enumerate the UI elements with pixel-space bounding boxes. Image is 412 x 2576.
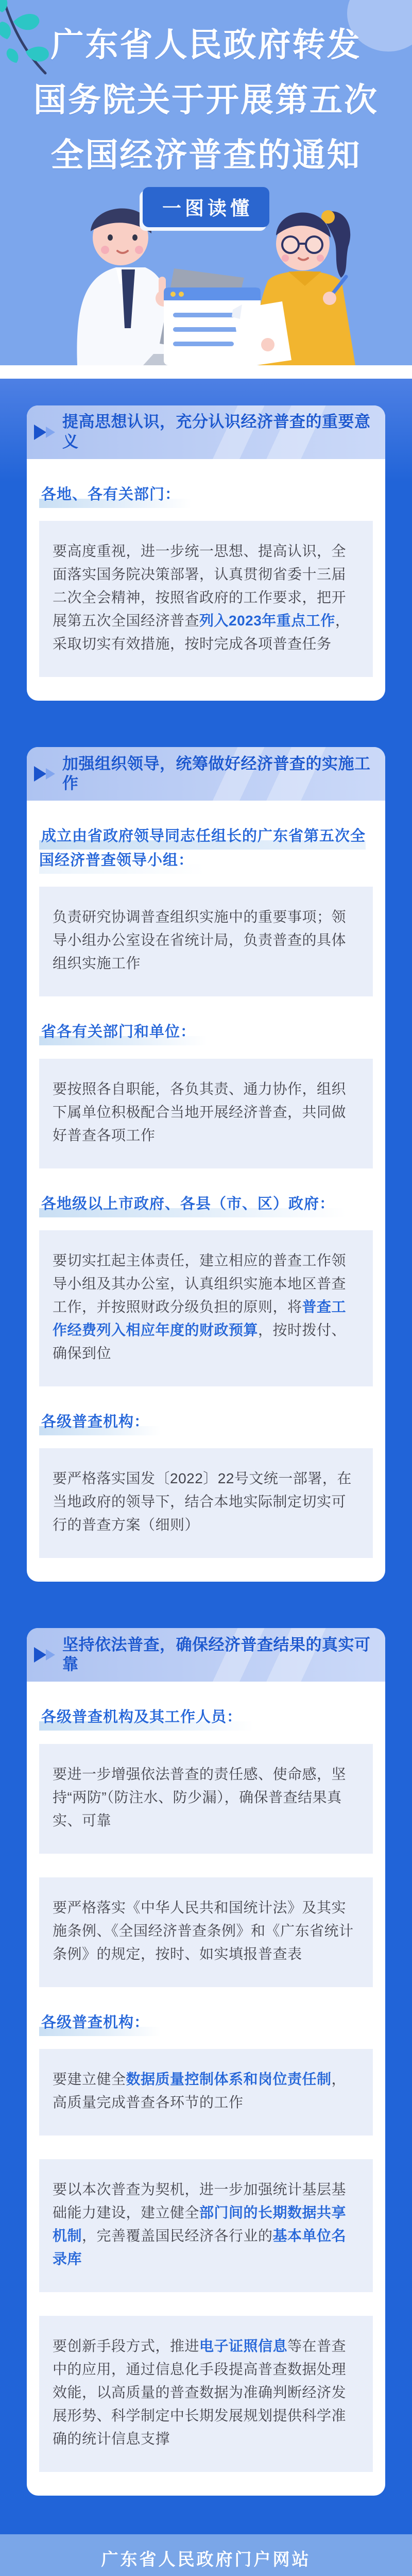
subheading-text: 各地、各有关部门： [39, 486, 192, 508]
detail-box [39, 521, 373, 677]
double-arrow-icon [34, 1647, 56, 1663]
header-banner [0, 0, 412, 365]
audience-group [39, 2011, 373, 2472]
detail-box [39, 1230, 373, 1386]
title-line-2: 国务院关于开展第五次 [33, 81, 379, 118]
section-3-heading-band [27, 1628, 385, 1682]
audience-group [39, 1410, 373, 1558]
box-text [53, 1467, 359, 1536]
audience-group [39, 1705, 373, 1987]
highlight-text-run: 电子证照信息 [199, 2338, 288, 2354]
text-run: 要进一步增强依法普查的责任感、使命感，坚持“两防”（防注水、防少漏），确保普查结果真实、可靠 [53, 1766, 347, 1828]
text-run: 要高度重视，进一步统一思想、提高认识，全面落实国务院决策部署，认真贯彻省委十三届二次全会精神，按照省政府的工作要求，把开展第五次全国经济普查 [53, 543, 347, 629]
section-card-3 [27, 1628, 385, 2496]
section-2-heading-band [27, 747, 385, 801]
subheading-text: 各级普查机构： [39, 2014, 161, 2036]
section-card-1 [27, 405, 385, 701]
footer-site-name: 广东省人民政府门户网站 [101, 2550, 311, 2569]
text-run: ，按时拨付、确保到位 [53, 1321, 347, 1361]
box-text [53, 1249, 359, 1365]
audience-subheading [39, 824, 373, 872]
audience-subheading [39, 1410, 373, 1434]
site-footer [0, 2534, 412, 2576]
text-run: 要建立健全 [53, 2071, 126, 2088]
highlight-text-run: 数据质量控制体系和岗位责任制 [126, 2071, 332, 2088]
audience-group [39, 1192, 373, 1386]
detail-box [39, 2316, 373, 2472]
text-run: ，高质量完成普查各环节的工作 [53, 2071, 347, 2111]
text-run: 要以本次普查为契机，进一步加强统计基层基础能力建设，建立健全 [53, 2181, 347, 2221]
page-title [0, 0, 412, 183]
box-text [53, 2334, 359, 2450]
highlight-text-run: 普查工作经费列入相应年度的财政预算 [53, 1298, 347, 1338]
detail-box [39, 1059, 373, 1168]
box-text [53, 1896, 359, 1965]
subheading-text: 省各有关部门和单位： [39, 1024, 207, 1045]
subheading-text: 各地级以上市政府、各县（市、区）政府： [39, 1196, 346, 1217]
text-run: 要按照各自职能，各负其责、通力协作，组织下属单位积极配合当地开展经济普查，共同做好普查各项工作 [53, 1080, 347, 1143]
audience-subheading [39, 1020, 373, 1044]
audience-subheading [39, 1705, 373, 1729]
audience-group [39, 824, 373, 996]
detail-box [39, 887, 373, 996]
box-text [53, 905, 359, 975]
detail-box [39, 1448, 373, 1558]
detail-box [39, 1744, 373, 1854]
text-run: ，完善覆盖国民经济各行业的 [82, 2228, 273, 2244]
section-2-heading: 加强组织领导，统筹做好经济普查的实施工作 [62, 754, 371, 793]
box-text [53, 539, 359, 655]
table-surface [0, 365, 412, 379]
title-line-1: 广东省人民政府转发 [50, 26, 362, 63]
text-run: 要切实扛起主体责任，建立相应的普查工作领导小组及其办公室，认真组织实施本地区普查工作，并按照财政分级负担的原则，将 [53, 1252, 347, 1315]
subheading-text: 各级普查机构： [39, 1414, 161, 1435]
section-1-heading: 提高思想认识，充分认识经济普查的重要意义 [62, 413, 371, 451]
detail-box [39, 1877, 373, 1987]
title-line-3: 全国经济普查的通知 [50, 137, 362, 174]
section-card-2 [27, 747, 385, 1582]
text-run: 负责研究协调普查组织实施中的重要事项；领导小组办公室设在省统计局，负责普查的具体组织实施工作 [53, 909, 347, 972]
box-text [53, 2178, 359, 2270]
section-1-heading-band [27, 405, 385, 459]
text-run: 要严格落实《中华人民共和国统计法》及其实施条例、《全国经济普查条例》和《广东省统计条例》的规定，按时、如实填报普查表 [53, 1899, 354, 1962]
box-text [53, 1077, 359, 1147]
highlight-text-run: 部门间的长期数据共享机制 [53, 2205, 347, 2244]
content-area [0, 379, 412, 2534]
highlight-text-run: 列入2023年重点工作 [199, 613, 335, 629]
subheading-text: 成立由省政府领导同志任组长的广东省第五次全国经济普查领导小组： [39, 828, 366, 873]
audience-subheading [39, 483, 373, 506]
section-3-heading: 坚持依法普查，确保经济普查结果的真实可靠 [62, 1635, 371, 1674]
detail-box [39, 2159, 373, 2292]
one-image-read-badge[interactable]: 一图读懂 [143, 187, 269, 227]
double-arrow-icon [34, 424, 56, 440]
box-text [53, 2067, 359, 2114]
audience-group [39, 483, 373, 677]
text-run: 要创新手段方式，推进 [53, 2338, 200, 2354]
text-run: ，采取切实有效措施，按时完成各项普查任务 [53, 613, 350, 652]
subheading-text: 各级普查机构及其工作人员： [39, 1709, 253, 1731]
audience-group [39, 1020, 373, 1168]
box-text [53, 1762, 359, 1832]
text-run: 要严格落实国发〔2022〕22号文统一部署，在当地政府的领导下，结合本地实际制定切实可行的普查方案（细则） [53, 1470, 352, 1533]
text-run: 等在普查中的应用，通过信息化手段提高普查数据处理效能，以高质量的普查数据为准确判断经济发展形势、科学制定中长期发展规划提供科学准确的统计信息支撑 [53, 2338, 347, 2447]
detail-box [39, 2049, 373, 2136]
audience-subheading [39, 2011, 373, 2035]
audience-subheading [39, 1192, 373, 1216]
highlight-text-run: 基本单位名录库 [53, 2228, 347, 2267]
double-arrow-icon [34, 766, 56, 782]
